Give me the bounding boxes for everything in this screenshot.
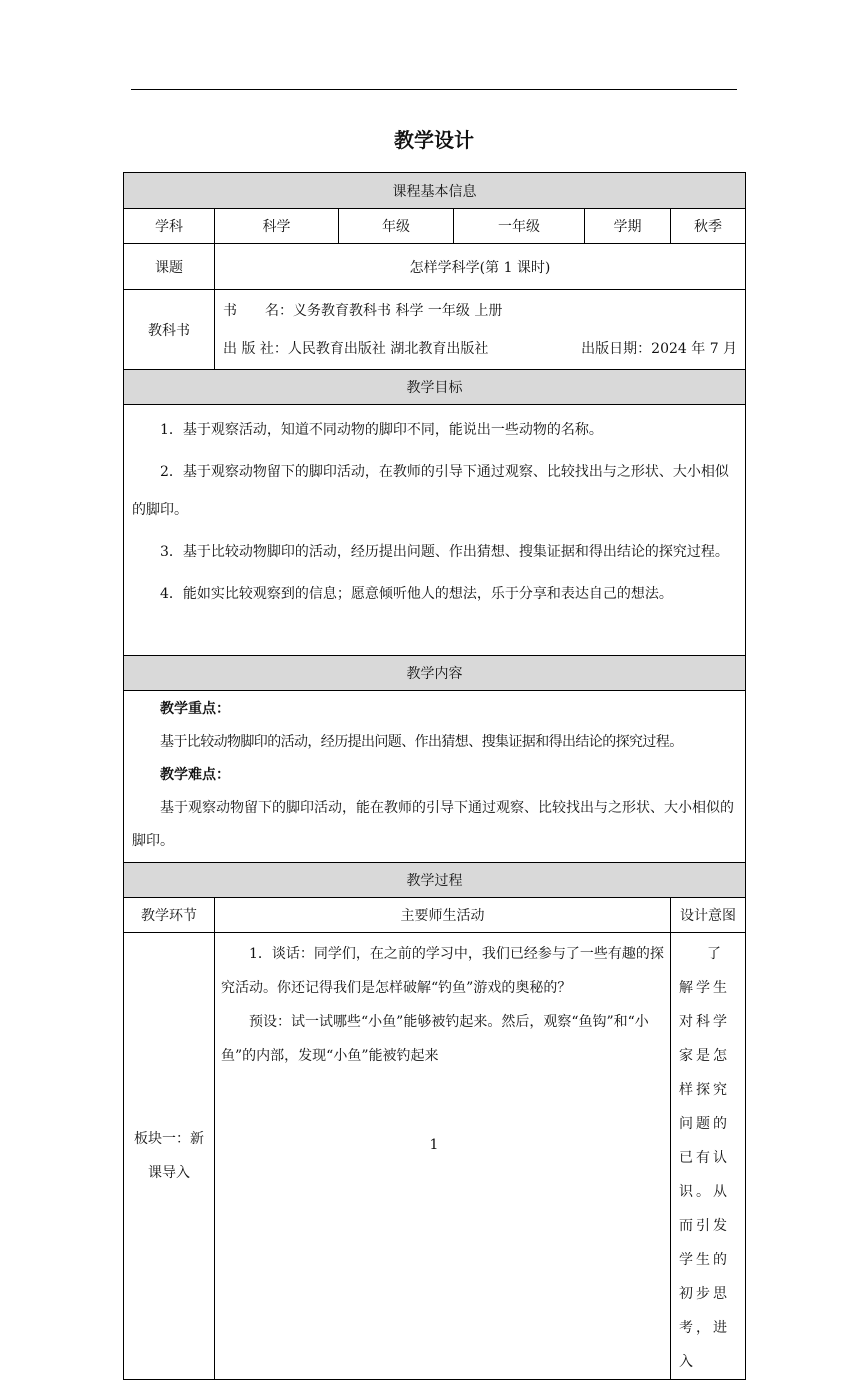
process-stage: 板块一：新课导入 xyxy=(124,933,215,1380)
section-goals: 教学目标 xyxy=(124,370,746,405)
intent-text: 了解学生对科学家是怎样探究问题的已有认识。从而引发学生的初步思考，进入 xyxy=(679,946,730,1370)
textbook-publisher-row xyxy=(223,330,737,368)
key-points-text: 基于比较动物脚印的活动，经历提出问题、作出猜想、搜集证据和得出结论的探究过程。 xyxy=(160,734,683,750)
term-label: 学期 xyxy=(585,209,671,244)
textbook-label: 教科书 xyxy=(124,290,215,370)
term-value: 秋季 xyxy=(671,209,746,244)
difficulty-label: 教学难点： xyxy=(160,767,230,783)
topic-label: 课题 xyxy=(124,244,215,290)
key-points-label: 教学重点： xyxy=(160,701,230,717)
process-header-stage: 教学环节 xyxy=(124,898,215,933)
goal-item: 1．基于观察活动，知道不同动物的脚印不同，能说出一些动物的名称。 xyxy=(160,422,603,438)
lesson-plan-table xyxy=(123,172,746,1380)
section-basic-info: 课程基本信息 xyxy=(124,173,746,209)
section-process: 教学过程 xyxy=(124,863,746,898)
content-block xyxy=(124,691,746,863)
textbook-publisher: 出 版 社：人民教育出版社 湖北教育出版社 xyxy=(223,340,489,357)
activity-paragraph: 1．谈话：同学们，在之前的学习中，我们已经参与了一些有趣的探究活动。你还记得我们是怎样破解“钓鱼”游戏的奥秘的？ xyxy=(221,946,664,996)
activity-paragraph: 预设：试一试哪些“小鱼”能够被钓起来。然后，观察“鱼钩”和“小鱼”的内部，发现“小鱼”能被钓起来 xyxy=(221,1014,649,1064)
goal-item: 3．基于比较动物脚印的活动，经历提出问题、作出猜想、搜集证据和得出结论的探究过程。 xyxy=(160,544,729,560)
header-rule xyxy=(131,89,737,90)
difficulty-text: 基于观察动物留下的脚印活动，能在教师的引导下通过观察、比较找出与之形状、大小相似的脚印。 xyxy=(132,800,734,849)
textbook-info xyxy=(215,290,746,370)
goals-list xyxy=(124,405,746,656)
goal-item: 2．基于观察动物留下的脚印活动，在教师的引导下通过观察、比较找出与之形状、大小相似的脚印。 xyxy=(132,464,729,518)
grade-value: 一年级 xyxy=(454,209,585,244)
topic-value: 怎样学科学(第 1 课时) xyxy=(215,244,746,290)
goal-item: 4．能如实比较观察到的信息；愿意倾听他人的想法，乐于分享和表达自己的想法。 xyxy=(160,586,673,602)
process-intent xyxy=(671,933,746,1380)
textbook-pub-date: 出版日期：2024 年 7 月 xyxy=(581,340,738,357)
process-header-intent: 设计意图 xyxy=(671,898,746,933)
grade-label: 年级 xyxy=(339,209,454,244)
process-header-activity: 主要师生活动 xyxy=(215,898,671,933)
section-content: 教学内容 xyxy=(124,656,746,691)
subject-value: 科学 xyxy=(215,209,339,244)
process-activity xyxy=(215,933,671,1380)
page-title: 教学设计 xyxy=(394,128,474,152)
subject-label: 学科 xyxy=(124,209,215,244)
textbook-title: 书 名：义务教育教科书 科学 一年级 上册 xyxy=(223,302,503,319)
page-number: 1 xyxy=(429,1137,439,1153)
